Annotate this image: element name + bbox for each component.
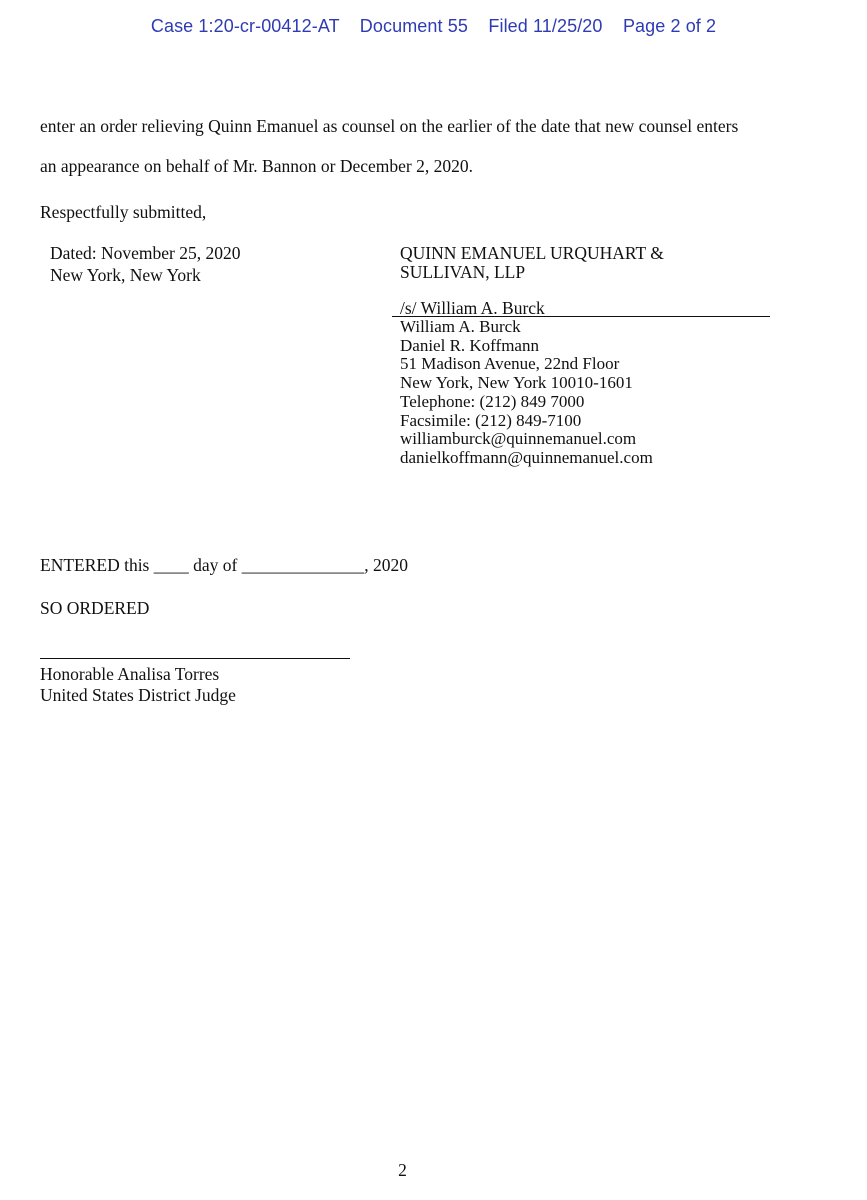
page-indicator: Page 2 of 2 [622, 16, 717, 36]
email-koffmann: danielkoffmann@quinnemanuel.com [400, 447, 653, 467]
judge-signature-line [40, 658, 350, 659]
document-number: Document 55 [359, 16, 468, 36]
firm-name-line-2: SULLIVAN, LLP [400, 262, 526, 282]
attorney-name-2: Daniel R. Koffmann [400, 335, 539, 355]
firm-street: 51 Madison Avenue, 22nd Floor [400, 354, 620, 374]
page-number: 2 [398, 1160, 407, 1180]
email-burck: williamburck@quinnemanuel.com [400, 429, 637, 449]
electronic-signature: /s/ William A. Burck [400, 298, 545, 318]
ecf-header [0, 16, 867, 37]
case-number: Case 1:20-cr-00412-AT [150, 16, 340, 36]
firm-city: New York, New York 10010-1601 [400, 373, 633, 393]
judge-title: United States District Judge [40, 685, 236, 705]
body-line-1: enter an order relieving Quinn Emanuel as counsel on the earlier of the date that new counsel enters [40, 116, 739, 136]
so-ordered: SO ORDERED [40, 598, 150, 618]
dated-line: Dated: November 25, 2020 [50, 243, 241, 263]
firm-telephone: Telephone: (212) 849 7000 [400, 391, 585, 411]
attorney-name-1: William A. Burck [400, 317, 521, 336]
attorney-block [400, 318, 653, 468]
firm-facsimile: Facsimile: (212) 849-7100 [400, 410, 582, 430]
dated-place: New York, New York [50, 265, 201, 285]
filed-date: Filed 11/25/20 [488, 16, 603, 36]
closing: Respectfully submitted, [40, 202, 207, 222]
judge-name: Honorable Analisa Torres [40, 664, 220, 684]
firm-name-line-1: QUINN EMANUEL URQUHART & [400, 243, 664, 263]
body-line-2: an appearance on behalf of Mr. Bannon or December 2, 2020. [40, 156, 473, 176]
entered-line: ENTERED this ____ day of ______________, 2020 [40, 555, 408, 575]
